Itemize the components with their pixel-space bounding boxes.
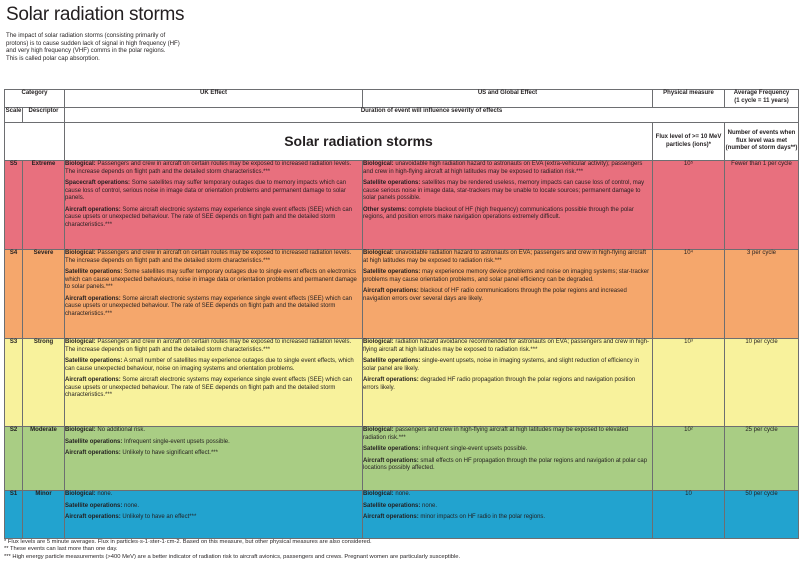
effect-item — [363, 377, 652, 392]
effect-text: Some satellites may suffer temporary outages due to single event effects on electronics which can cause unexpected behaviours, noise in image data or orientation problems and permanent damage to solar panels.*** — [65, 269, 357, 290]
storm-rows — [5, 161, 799, 539]
effect-text: degraded HF radio propagation through the polar regions and navigation position errors likely. — [363, 377, 636, 391]
flux-level-cell: 10⁴ — [653, 250, 725, 339]
effect-item — [363, 339, 652, 354]
section-title-row — [5, 123, 799, 161]
effect-label: Biological: — [363, 339, 394, 345]
effect-item — [65, 377, 362, 400]
storm-row-s5 — [5, 161, 799, 250]
effect-text: small effects on HF propagation through the polar regions and navigation at polar cap locations possibly affected. — [363, 457, 648, 471]
effect-label: Satellite operations: — [65, 502, 123, 509]
effect-label: Satellite operations: — [65, 269, 123, 275]
effect-text: satellites may be rendered useless, memory impacts can cause loss of control, may cause serious noise in image data, star-trackers may be unable to locate sources; permanent damage to solar panels possible. — [363, 180, 645, 201]
effect-label: Spacecraft operations: — [65, 180, 131, 186]
effect-label: Aircraft operations: — [65, 206, 121, 213]
effect-text: Unlikely to have an effect*** — [120, 514, 197, 520]
intro-line: protons) is to cause sudden lack of signal in high frequency (HF) — [6, 39, 180, 47]
effect-item — [363, 180, 652, 203]
footnotes — [4, 539, 460, 561]
effect-text: Unlikely to have significant effect.*** — [120, 450, 218, 456]
effect-item — [65, 358, 362, 373]
effect-label: Satellite operations: — [363, 446, 421, 452]
effect-label: Satellite operations: — [363, 358, 421, 364]
storm-scale-table — [4, 89, 799, 539]
effect-text: none. — [95, 491, 113, 497]
effect-item — [65, 296, 362, 319]
storm-row-s4 — [5, 250, 799, 339]
average-frequency-label: Average Frequency — [733, 90, 790, 96]
effect-text: unavoidable radiation hazard to astronauts on EVA; passengers and crew in high-flying aircraft at high latitudes may be exposed to radiation risk.*** — [363, 250, 647, 264]
uk-effect-header: UK Effect — [65, 90, 363, 108]
effect-label: Satellite operations: — [363, 502, 421, 509]
uk-effect-cell — [65, 427, 363, 491]
effect-item — [363, 458, 652, 473]
descriptor-cell: Severe — [23, 250, 65, 339]
frequency-cell: 3 per cycle — [725, 250, 799, 339]
effect-label: Aircraft operations: — [363, 457, 419, 464]
effect-item — [363, 358, 652, 373]
uk-effect-cell — [65, 161, 363, 250]
uk-effect-cell — [65, 339, 363, 427]
effect-text: Infrequent single-event upsets possible. — [122, 438, 230, 445]
effect-label: Satellite operations: — [363, 269, 421, 275]
effect-label: Biological: — [363, 161, 394, 167]
descriptor-cell: Strong — [23, 339, 65, 427]
effect-label: Aircraft operations: — [65, 514, 121, 520]
effect-label: Biological: — [65, 491, 96, 497]
storm-row-s1 — [5, 491, 799, 539]
frequency-cell: 10 per cycle — [725, 339, 799, 427]
physical-measure-header: Physical measure — [653, 90, 725, 108]
intro-line: and very high frequency (VHF) comms in the polar regions. — [6, 47, 166, 55]
effect-label: Aircraft operations: — [65, 295, 121, 302]
effect-item — [363, 288, 652, 303]
effect-text: infrequent single-event upsets possible. — [420, 446, 528, 452]
scale-cell: S2 — [5, 427, 23, 491]
effect-text: Some satellites may suffer temporary outages due to memory impacts which can cause loss of control, serious noise in image data or orientation problems and permanent damage to solar panels. — [65, 180, 347, 201]
effect-item — [363, 503, 652, 511]
effect-text: unavoidable high radiation hazard to astronauts on EVA (extra-vehicular activity); passengers and crew in high-flying aircraft at high latitudes may be exposed to radiation risk.*** — [363, 161, 643, 175]
effect-item — [65, 514, 362, 522]
effect-text: Passengers and crew in aircraft on certain routes may be exposed to increased radiation levels. The increase depends on flight path and the detailed storm characteristics.*** — [65, 250, 352, 264]
effect-label: Satellite operations: — [65, 358, 123, 364]
effect-label: Biological: — [363, 250, 394, 256]
effect-item — [65, 427, 362, 435]
frequency-cell: 50 per cycle — [725, 491, 799, 539]
scale-cell: S4 — [5, 250, 23, 339]
effect-text: minor impacts on HF radio in the polar regions. — [418, 514, 546, 520]
effect-label: Aircraft operations: — [363, 377, 419, 383]
effect-item — [363, 491, 652, 499]
descriptor-cell: Moderate — [23, 427, 65, 491]
effect-item — [65, 207, 362, 230]
duration-note: Duration of event will influence severity of effects — [65, 108, 799, 123]
effect-item — [65, 503, 362, 511]
effect-text: Passengers and crew in aircraft on certain routes may be exposed to increased radiation levels. The increase depends on flight path and the detailed storm characteristics.*** — [65, 339, 352, 353]
effect-item — [363, 514, 652, 522]
flux-level-cell: 10 — [653, 491, 725, 539]
cycle-note: (1 cycle = 11 years) — [734, 97, 789, 104]
subheader-row — [5, 108, 799, 123]
effect-text: none. — [393, 491, 411, 497]
effect-text: A small number of satellites may experience outages due to single event effects, which can cause unexpected behaviour, noise on imaging systems and orientation problems. — [65, 358, 354, 372]
us-effect-cell — [363, 427, 653, 491]
effect-item — [65, 250, 362, 265]
uk-effect-cell — [65, 491, 363, 539]
effect-item — [363, 207, 652, 222]
blank-cell — [5, 123, 65, 161]
effect-text: Passengers and crew in aircraft on certain routes may be exposed to increased radiation levels. The increase depends on flight path and the detailed storm characteristics.*** — [65, 161, 352, 175]
effect-item — [363, 161, 652, 176]
flux-level-cell: 10³ — [653, 339, 725, 427]
scale-header: Scale — [5, 108, 23, 123]
effect-item — [65, 180, 362, 203]
effect-text: single-event upsets, noise in imaging systems, and slight reduction of efficiency in solar panel are likely. — [363, 358, 640, 372]
effect-item — [65, 439, 362, 447]
descriptor-cell: Minor — [23, 491, 65, 539]
footnote: ** These events can last more than one day. — [4, 546, 118, 553]
effect-item — [65, 450, 362, 458]
storm-row-s2 — [5, 427, 799, 491]
us-effect-header: US and Global Effect — [363, 90, 653, 108]
effect-text: Some aircraft electronic systems may experience single event effects (SEE) which can cause upsets or unexpected behaviour. The rate of SEE depends on flight path and the detailed storm characteristics.*** — [65, 206, 353, 228]
effect-text: radiation hazard avoidance recommended for astronauts on EVA; passengers and crew in high-flying aircraft at high latitudes may be exposed to radiation risk.*** — [363, 339, 650, 353]
effect-label: Biological: — [65, 250, 96, 256]
effect-item — [363, 446, 652, 454]
effect-item — [65, 161, 362, 176]
events-header: Number of events when flux level was met (number of storm days**) — [725, 123, 799, 161]
effect-text: Some aircraft electronic systems may experience single event effects (SEE) which can cause upsets or unexpected behaviour. The rate of SEE depends on flight path and the detailed storm characteristics.*** — [65, 377, 353, 398]
storm-row-s3 — [5, 339, 799, 427]
scale-cell: S5 — [5, 161, 23, 250]
descriptor-cell: Extreme — [23, 161, 65, 250]
header-row — [5, 90, 799, 108]
flux-measure-header: Flux level of >= 10 MeV particles (ions)* — [653, 123, 725, 161]
uk-effect-cell — [65, 250, 363, 339]
scale-cell: S3 — [5, 339, 23, 427]
effect-item — [65, 269, 362, 292]
category-header: Category — [5, 90, 65, 108]
page-title: Solar radiation storms — [6, 4, 185, 25]
footnote: *** High energy particle measurements (>400 MeV) are a better indicator of radiation risk to aircraft avionics, passengers and crews. Pregnant women are particularly susceptible. — [4, 553, 461, 560]
intro-line: This is called polar cap absorption. — [6, 54, 100, 62]
effect-label: Biological: — [65, 161, 96, 167]
effect-text: blackout of HF radio communications through the polar regions and increased navigation errors over several days are likely. — [363, 288, 627, 302]
section-title: Solar radiation storms — [65, 123, 653, 161]
us-effect-cell — [363, 161, 653, 250]
us-effect-cell — [363, 250, 653, 339]
effect-item — [363, 269, 652, 284]
effect-text: none. — [122, 502, 140, 509]
effect-label: Aircraft operations: — [363, 288, 419, 294]
effect-label: Biological: — [363, 427, 394, 433]
effect-label: Biological: — [363, 491, 394, 497]
effect-text: No additional risk. — [95, 427, 146, 433]
effect-label: Aircraft operations: — [65, 377, 121, 383]
intro-text — [6, 32, 306, 62]
us-effect-cell — [363, 491, 653, 539]
descriptor-header: Descriptor — [23, 108, 65, 123]
effect-label: Other systems: — [363, 206, 407, 213]
effect-label: Biological: — [65, 427, 96, 433]
effect-label: Satellite operations: — [65, 438, 123, 445]
flux-level-cell: 10⁵ — [653, 161, 725, 250]
effect-text: may experience memory device problems and noise on imaging systems; star-tracker problems may cause orientation problems, and solar panel efficiency can be degraded. — [363, 269, 650, 283]
us-effect-cell — [363, 339, 653, 427]
frequency-cell: 25 per cycle — [725, 427, 799, 491]
intro-line: The impact of solar radiation storms (consisting primarily of — [6, 32, 166, 39]
effect-text: complete blackout of HF (high frequency) communications possible through the polar regions, and position errors make navigation operations extremely difficult. — [363, 206, 634, 220]
effect-item — [65, 491, 362, 499]
effect-label: Aircraft operations: — [363, 514, 419, 520]
effect-label: Biological: — [65, 339, 96, 345]
effect-text: none. — [420, 502, 438, 509]
frequency-cell: Fewer than 1 per cycle — [725, 161, 799, 250]
effect-item — [363, 250, 652, 265]
footnote: * Flux levels are 5 minute averages. Flux in particles·s-1·ster-1·cm-2. Based on this measure, but other physical measures are also considered. — [4, 539, 372, 545]
flux-level-cell: 10² — [653, 427, 725, 491]
effect-label: Aircraft operations: — [65, 450, 121, 456]
scale-cell: S1 — [5, 491, 23, 539]
effect-text: passengers and crew in high-flying aircraft at high latitudes may be exposed to elevated radiation risk.*** — [363, 427, 629, 441]
effect-item — [363, 427, 652, 442]
average-frequency-header — [725, 90, 799, 108]
effect-text: Some aircraft electronic systems may experience single event effects (SEE) which can cause upsets or unexpected behaviour. The rate of SEE depends on flight path and the detailed storm characteristics.*** — [65, 295, 353, 317]
effect-item — [65, 339, 362, 354]
effect-label: Satellite operations: — [363, 180, 421, 186]
